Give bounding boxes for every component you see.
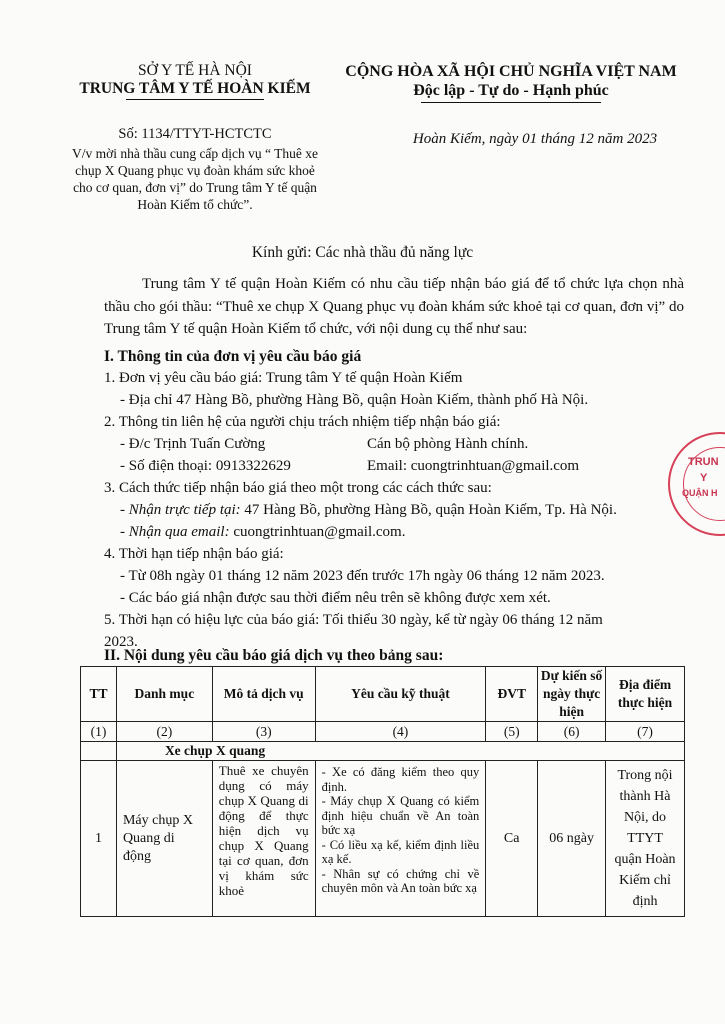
submission-email-label: - Nhận qua email:: [120, 524, 230, 540]
col-number: (6): [538, 722, 606, 742]
row-unit: Ca: [486, 761, 538, 917]
col-number: (4): [315, 722, 486, 742]
submission-email-value: cuongtrinhtuan@gmail.com.: [229, 524, 406, 540]
submission-direct-label: - Nhận trực tiếp tại:: [120, 502, 241, 518]
subject-line: V/v mời nhà thầu cung cấp dịch vụ “ Thuê xe: [71, 146, 319, 161]
col-number: (5): [486, 722, 538, 742]
requirement-item: - Xe có đăng kiểm theo quy định.: [321, 765, 480, 794]
col-header-tt: TT: [81, 667, 117, 722]
subject-line: cho cơ quan, đơn vị” do Trung tâm Y tế quận: [73, 180, 317, 195]
table-header-row: [81, 667, 685, 722]
submission-direct-value: 47 Hàng Bồ, phường Hàng Bồ, quận Hoàn Kiếm, Tp. Hà Nội.: [240, 502, 617, 518]
issuer-block: [60, 62, 330, 100]
document-number: Số: 1134/TTYT-HCTCTC: [118, 126, 272, 142]
col-header-requirements: Yêu cầu kỹ thuật: [315, 667, 486, 722]
document-date: Hoàn Kiếm, ngày 01 tháng 12 năm 2023: [412, 131, 658, 147]
national-motto-block: [336, 62, 686, 103]
section1-heading: I. Thông tin của đơn vị yêu cầu báo giá: [104, 348, 362, 365]
section2-heading: II. Nội dung yêu cầu báo giá dịch vụ theo bảng sau:: [104, 647, 444, 664]
validity-line1: 5. Thời hạn có hiệu lực của báo giá: Tối thiểu 30 ngày, kể từ ngày 06 tháng 12 năm: [104, 612, 603, 628]
row-days: 06 ngày: [538, 761, 606, 917]
deadline-note: - Các báo giá nhận được sau thời điểm nêu trên sẽ không được xem xét.: [120, 590, 551, 606]
submission-direct: [120, 499, 617, 521]
col-header-location: Địa điểm thực hiện: [606, 667, 685, 722]
requirement-item: - Nhân sự có chứng chỉ về chuyên môn và An toàn bức xạ: [321, 866, 480, 895]
quote-request-table: [80, 666, 685, 917]
stamp-center-line: TRUN: [688, 456, 719, 468]
subject-line: Hoàn Kiếm tổ chức”.: [137, 197, 253, 212]
stamp-center-line: Y: [700, 472, 708, 484]
official-stamp: [668, 432, 725, 536]
issuer-parent-name: SỞ Y TẾ HÀ NỘI: [138, 62, 252, 79]
contact-name: - Đ/c Trịnh Tuấn Cường: [120, 436, 266, 452]
requester-unit: 1. Đơn vị yêu cầu báo giá: Trung tâm Y tế quận Hoàn Kiếm: [104, 370, 463, 386]
requirement-item: - Máy chụp X Quang có kiểm định hiệu chuẩn về An toàn bức xạ: [321, 794, 480, 837]
row-location: Trong nội thành Hà Nội, do TTYT quận Hoàn Kiếm chỉ định: [606, 761, 685, 917]
requirement-item: - Có liều xạ kế, kiểm định liều xạ kế.: [321, 837, 480, 866]
issuer-name: TRUNG TÂM Y TẾ HOÀN KIẾM: [79, 80, 311, 97]
issuer-underline: [126, 99, 264, 100]
col-number: (7): [606, 722, 685, 742]
requester-address: - Địa chỉ 47 Hàng Bồ, phường Hàng Bồ, quận Hoàn Kiếm, thành phố Hà Nội.: [120, 392, 589, 408]
row-description: Thuê xe chuyên dụng có máy chụp X Quang di động để thực hiện dịch vụ chụp X Quang tại cơ quan, đơn vị khám sức khoẻ: [212, 761, 315, 917]
table-group-row: [81, 742, 685, 761]
table-row: [81, 761, 685, 917]
country-name: CỘNG HÒA XÃ HỘI CHỦ NGHĨA VIỆT NAM: [345, 63, 677, 80]
deadline-window: - Từ 08h ngày 01 tháng 12 năm 2023 đến trước 17h ngày 06 tháng 12 năm 2023.: [120, 568, 605, 584]
contact-heading: 2. Thông tin liên hệ của người chịu trách nhiệm tiếp nhận báo giá:: [104, 414, 501, 430]
deadline-heading: 4. Thời hạn tiếp nhận báo giá:: [104, 546, 284, 562]
national-motto: Độc lập - Tự do - Hạnh phúc: [413, 82, 609, 99]
motto-underline: [421, 102, 601, 103]
validity-line2: 2023.: [104, 634, 138, 650]
contact-role: Cán bộ phòng Hành chính.: [367, 436, 529, 452]
document-subject: [55, 145, 335, 213]
col-number: (2): [116, 722, 212, 742]
col-header-item: Danh mục: [116, 667, 212, 722]
intro-paragraph: Trung tâm Y tế quận Hoàn Kiếm có nhu cầu tiếp nhận báo giá để tổ chức lựa chọn nhà thầu cho gói thầu: “Thuê xe chụp X Quang phục vụ đoàn khám sức khoẻ tại cơ quan, đơn vị” do Trung tâm Y tế quận Hoàn Kiếm tổ chức, với nội dung cụ thể như sau:: [104, 276, 684, 337]
row-requirements: [315, 761, 486, 917]
contact-email: Email: cuongtrinhtuan@gmail.com: [367, 458, 580, 474]
stamp-center-line: QUẬN H: [682, 488, 718, 498]
submission-methods-heading: 3. Cách thức tiếp nhận báo giá theo một trong các cách thức sau:: [104, 480, 492, 496]
submission-email: [120, 521, 405, 543]
col-number: (3): [212, 722, 315, 742]
col-number: (1): [81, 722, 117, 742]
col-header-unit: ĐVT: [486, 667, 538, 722]
group-title: Xe chụp X quang: [116, 742, 684, 761]
subject-line: chụp X Quang phục vụ đoàn khám sức khoẻ: [75, 163, 315, 178]
col-header-description: Mô tả dịch vụ: [212, 667, 315, 722]
row-tt: 1: [81, 761, 117, 917]
salutation: Kính gửi: Các nhà thầu đủ năng lực: [251, 244, 474, 261]
col-header-days: Dự kiến số ngày thực hiện: [538, 667, 606, 722]
table-number-row: [81, 722, 685, 742]
row-item: Máy chụp X Quang di động: [116, 761, 212, 917]
contact-phone: - Số điện thoại: 0913322629: [120, 458, 291, 474]
